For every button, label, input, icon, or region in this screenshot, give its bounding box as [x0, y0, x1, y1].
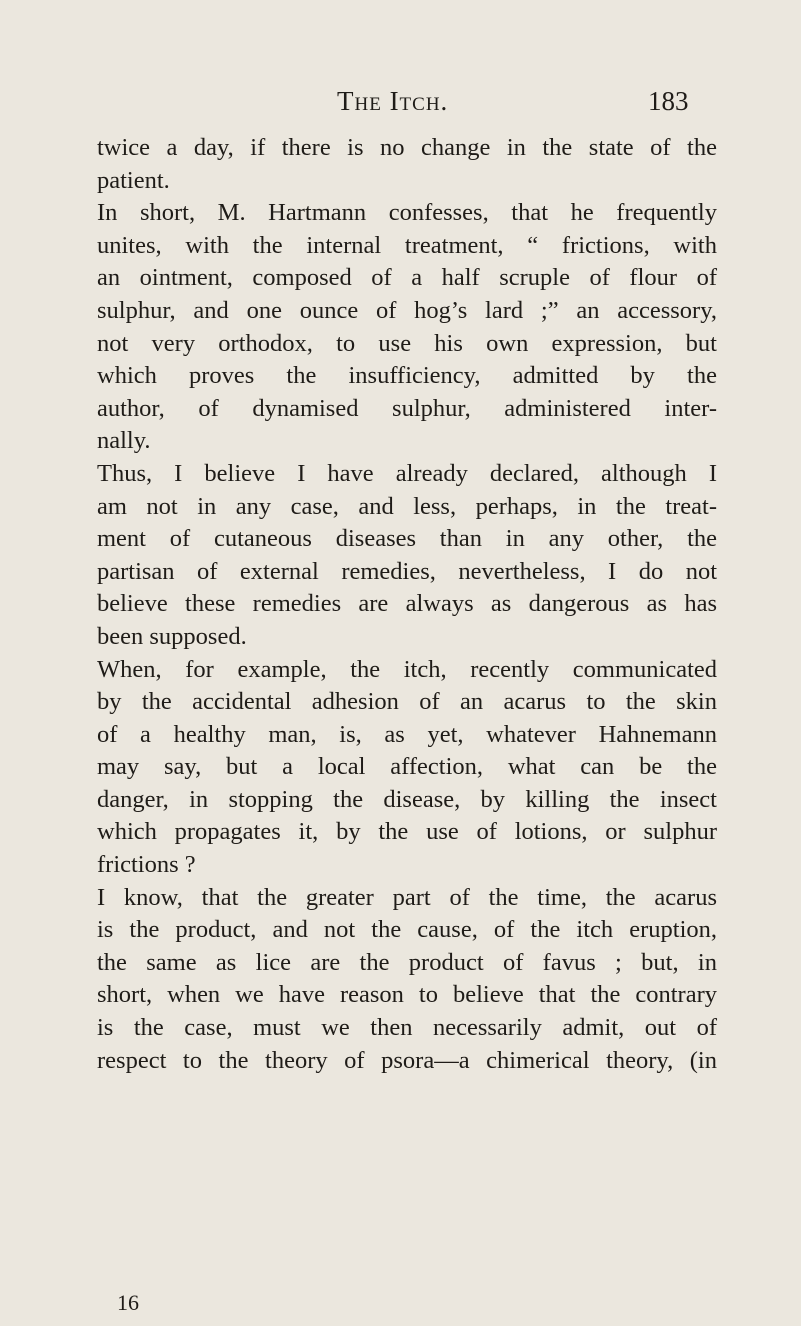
- text-line: believe these remedies are always as dangerous as has: [97, 590, 717, 618]
- text-line: of a healthy man, is, as yet, whatever Hahnemann: [97, 720, 717, 748]
- text-line: may say, but a local affection, what can be the: [97, 753, 717, 781]
- text-line: an ointment, composed of a half scruple of flour of: [97, 264, 717, 292]
- page-number: 183: [648, 86, 689, 116]
- text-line: sulphur, and one ounce of hog’s lard ;” an accessory,: [97, 296, 717, 324]
- text-line: Thus, I believe I have already declared, although I: [97, 459, 717, 487]
- text-line: which proves the insufficiency, admitted by the: [97, 362, 717, 390]
- text-line: short, when we have reason to believe that the contrary: [97, 981, 717, 1009]
- text-line: respect to the theory of psora—a chimerical theory, (in: [97, 1046, 717, 1074]
- text-line: In short, M. Hartmann confesses, that he frequently: [97, 199, 717, 227]
- text-line: ment of cutaneous diseases than in any other, the: [97, 525, 717, 553]
- text-line: author, of dynamised sulphur, administered inter-: [97, 394, 717, 422]
- running-title: The Itch.: [337, 86, 449, 116]
- text-line: nally.: [97, 427, 151, 455]
- page-header: [0, 86, 801, 126]
- body-text: [97, 132, 717, 1077]
- text-line: unites, with the internal treatment, “ frictions, with: [97, 231, 717, 259]
- text-line: twice a day, if there is no change in the state of the: [97, 134, 717, 161]
- text-line: is the case, must we then necessarily admit, out of: [97, 1014, 717, 1042]
- text-line: by the accidental adhesion of an acarus to the skin: [97, 688, 717, 716]
- text-line: is the product, and not the cause, of the itch eruption,: [97, 916, 717, 944]
- text-line: frictions ?: [97, 851, 196, 879]
- text-line: partisan of external remedies, nevertheless, I do not: [97, 557, 717, 585]
- text-line: am not in any case, and less, perhaps, in the treat-: [97, 492, 717, 520]
- text-line: which propagates it, by the use of lotions, or sulphur: [97, 818, 717, 846]
- text-line: the same as lice are the product of favus ; but, in: [97, 948, 717, 976]
- text-line: When, for example, the itch, recently communicated: [97, 655, 717, 683]
- text-line: been supposed.: [97, 622, 247, 650]
- text-line: not very orthodox, to use his own expression, but: [97, 329, 717, 357]
- signature-mark: 16: [117, 1290, 139, 1315]
- text-line: patient.: [97, 166, 170, 194]
- text-line: danger, in stopping the disease, by killing the insect: [97, 785, 717, 813]
- text-line: I know, that the greater part of the time, the acarus: [97, 883, 717, 911]
